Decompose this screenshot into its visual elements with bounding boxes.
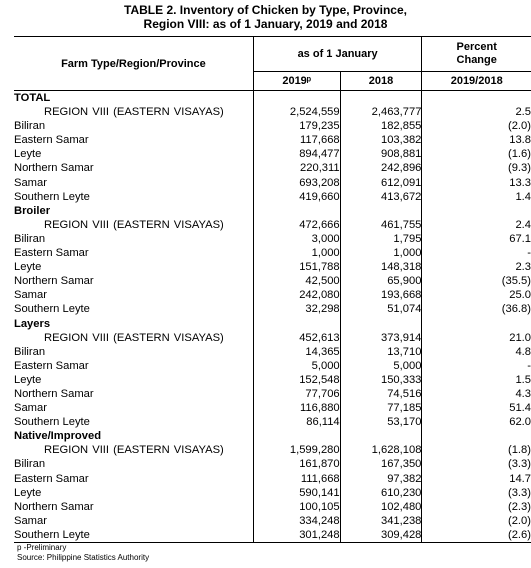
percent-change: (2.6)	[422, 528, 531, 543]
value-2019: 152,548	[253, 373, 340, 387]
empty-cell	[253, 429, 340, 443]
table-row	[14, 415, 531, 429]
value-2018: 148,318	[340, 260, 422, 274]
empty-cell	[253, 317, 340, 331]
header-year-2018: 2018	[340, 72, 422, 91]
percent-change: 67.1	[509, 232, 531, 245]
percent-change: 13.3	[509, 176, 531, 189]
footnote-preliminary: p -Preliminary	[17, 543, 67, 552]
value-2018: 51,074	[340, 302, 422, 316]
empty-cell	[340, 429, 422, 443]
table-row	[14, 331, 531, 345]
value-2018: 309,428	[340, 528, 422, 543]
percent-change: 25.0	[509, 289, 531, 302]
table-row	[14, 387, 531, 401]
table-row	[14, 232, 531, 246]
value-2018: 53,170	[340, 415, 422, 429]
group-label: Layers	[14, 317, 253, 331]
percent-change: 4.3	[515, 387, 531, 400]
value-2018: 610,230	[340, 486, 422, 500]
value-2019: 179,235	[253, 119, 340, 133]
table-row	[14, 119, 531, 133]
table-row	[14, 486, 531, 500]
value-2019: 111,668	[253, 472, 340, 486]
value-2019: 693,208	[253, 176, 340, 190]
row-label: Samar	[14, 401, 253, 415]
empty-cell	[340, 91, 422, 106]
value-2018: 413,672	[340, 190, 422, 204]
value-2018: 908,881	[340, 147, 422, 161]
value-2019: 151,788	[253, 260, 340, 274]
row-label: Southern Leyte	[14, 528, 253, 543]
value-2018: 193,668	[340, 288, 422, 302]
value-2018: 103,382	[340, 133, 422, 147]
percent-change: (1.6)	[507, 148, 531, 161]
value-2019: 32,298	[253, 302, 340, 316]
table-row	[14, 359, 531, 373]
value-2018: 1,628,108	[340, 443, 422, 457]
group-row	[14, 204, 531, 218]
percent-change: (3.3)	[507, 458, 531, 471]
value-2019: 301,248	[253, 528, 340, 543]
value-2018: 1,000	[340, 246, 422, 260]
header-percent-line: Percent	[456, 41, 497, 53]
row-label: Eastern Samar	[14, 359, 253, 373]
value-2019: 894,477	[253, 147, 340, 161]
row-label: Eastern Samar	[14, 133, 253, 147]
percent-change: (3.3)	[507, 486, 531, 499]
header-as-of: as of 1 January	[253, 37, 422, 72]
row-label: Southern Leyte	[14, 415, 253, 429]
value-2019: 116,880	[253, 401, 340, 415]
percent-change: (2.0)	[507, 120, 531, 133]
table-title	[0, 3, 531, 31]
row-label: Southern Leyte	[14, 302, 253, 316]
table-row	[14, 373, 531, 387]
value-2019: 472,666	[253, 218, 340, 232]
header-percent-change	[422, 37, 531, 72]
row-label: REGION VIII (EASTERN VISAYAS)	[14, 443, 253, 457]
inventory-table	[14, 36, 531, 543]
percent-change: 2.3	[515, 261, 531, 274]
row-label: Leyte	[14, 147, 253, 161]
table-row	[14, 514, 531, 528]
table-row	[14, 274, 531, 288]
group-label: Broiler	[14, 204, 253, 218]
title-line-1: TABLE 2. Inventory of Chicken by Type, Province,	[124, 3, 407, 17]
value-2018: 5,000	[340, 359, 422, 373]
table-row	[14, 500, 531, 514]
value-2019: 5,000	[253, 359, 340, 373]
row-label: Biliran	[14, 457, 253, 471]
value-2019: 3,000	[253, 232, 340, 246]
value-2018: 2,463,777	[340, 105, 422, 119]
row-label: Samar	[14, 176, 253, 190]
value-2018: 97,382	[340, 472, 422, 486]
percent-change: 51.4	[509, 402, 531, 415]
group-row	[14, 91, 531, 106]
empty-cell	[422, 204, 531, 218]
header-row-1	[14, 37, 531, 72]
percent-change: -	[527, 359, 531, 372]
value-2019: 1,000	[253, 246, 340, 260]
percent-change: 13.8	[509, 134, 531, 147]
percent-change: 21.0	[509, 331, 531, 344]
value-2018: 65,900	[340, 274, 422, 288]
value-2018: 341,238	[340, 514, 422, 528]
row-label: Biliran	[14, 232, 253, 246]
empty-cell	[422, 91, 531, 106]
percent-change: (2.0)	[507, 514, 531, 527]
value-2018: 242,896	[340, 161, 422, 175]
value-2018: 102,480	[340, 500, 422, 514]
row-label: Northern Samar	[14, 387, 253, 401]
row-label: Eastern Samar	[14, 246, 253, 260]
value-2018: 77,185	[340, 401, 422, 415]
value-2019: 100,105	[253, 500, 340, 514]
value-2018: 612,091	[340, 176, 422, 190]
header-change-line: Change	[456, 54, 497, 66]
row-label: Samar	[14, 514, 253, 528]
row-label: Biliran	[14, 345, 253, 359]
percent-change: (35.5)	[501, 275, 531, 288]
percent-change: 2.5	[515, 106, 531, 119]
value-2018: 1,795	[340, 232, 422, 246]
percent-change: (2.3)	[507, 500, 531, 513]
empty-cell	[253, 91, 340, 106]
row-label: Northern Samar	[14, 161, 253, 175]
table-row	[14, 528, 531, 543]
group-label: TOTAL	[14, 91, 253, 106]
value-2018: 182,855	[340, 119, 422, 133]
empty-cell	[340, 204, 422, 218]
percent-change: 14.7	[509, 472, 531, 485]
row-label: Biliran	[14, 119, 253, 133]
value-2019: 242,080	[253, 288, 340, 302]
table-row	[14, 105, 531, 119]
table-row	[14, 133, 531, 147]
row-label: Northern Samar	[14, 500, 253, 514]
empty-cell	[422, 429, 531, 443]
title-line-2: Region VIII: as of 1 January, 2019 and 2018	[143, 17, 388, 31]
table-row	[14, 345, 531, 359]
table-row	[14, 246, 531, 260]
percent-change: 1.5	[515, 373, 531, 386]
value-2019: 220,311	[253, 161, 340, 175]
table-row	[14, 218, 531, 232]
value-2019: 452,613	[253, 331, 340, 345]
row-label: Southern Leyte	[14, 190, 253, 204]
table-row	[14, 147, 531, 161]
row-label: REGION VIII (EASTERN VISAYAS)	[14, 218, 253, 232]
percent-change: (36.8)	[501, 303, 531, 316]
header-period: 2019/2018	[422, 72, 531, 91]
group-row	[14, 429, 531, 443]
table-row	[14, 443, 531, 457]
table-row	[14, 176, 531, 190]
table-row	[14, 190, 531, 204]
empty-cell	[340, 317, 422, 331]
value-2019: 419,660	[253, 190, 340, 204]
value-2018: 373,914	[340, 331, 422, 345]
row-label: REGION VIII (EASTERN VISAYAS)	[14, 105, 253, 119]
value-2019: 2,524,559	[253, 105, 340, 119]
percent-change: (9.3)	[507, 162, 531, 175]
value-2018: 167,350	[340, 457, 422, 471]
row-label: Samar	[14, 288, 253, 302]
row-label: Leyte	[14, 373, 253, 387]
percent-change: 2.4	[515, 218, 531, 231]
percent-change: 1.4	[515, 190, 531, 203]
value-2019: 334,248	[253, 514, 340, 528]
table-row	[14, 401, 531, 415]
value-2019: 590,141	[253, 486, 340, 500]
percent-change: -	[527, 247, 531, 260]
percent-change: 62.0	[509, 416, 531, 429]
value-2019: 14,365	[253, 345, 340, 359]
group-row	[14, 317, 531, 331]
source-note: Source: Philippine Statistics Authority	[17, 553, 150, 562]
row-label: Northern Samar	[14, 274, 253, 288]
header-farm-type: Farm Type/Region/Province	[14, 37, 253, 91]
table-footer	[17, 543, 149, 563]
header-year-2019: 2019ᵖ	[253, 72, 340, 91]
table-row	[14, 472, 531, 486]
row-label: Leyte	[14, 486, 253, 500]
value-2018: 461,755	[340, 218, 422, 232]
value-2019: 86,114	[253, 415, 340, 429]
row-label: Leyte	[14, 260, 253, 274]
percent-change: (1.8)	[507, 444, 531, 457]
value-2019: 161,870	[253, 457, 340, 471]
table-body	[14, 91, 531, 543]
value-2019: 117,668	[253, 133, 340, 147]
table-row	[14, 302, 531, 316]
value-2019: 77,706	[253, 387, 340, 401]
table-row	[14, 161, 531, 175]
value-2019: 1,599,280	[253, 443, 340, 457]
row-label: REGION VIII (EASTERN VISAYAS)	[14, 331, 253, 345]
value-2018: 74,516	[340, 387, 422, 401]
percent-change: 4.8	[515, 345, 531, 358]
table-row	[14, 288, 531, 302]
table-row	[14, 457, 531, 471]
row-label: Eastern Samar	[14, 472, 253, 486]
value-2018: 13,710	[340, 345, 422, 359]
table-row	[14, 260, 531, 274]
value-2019: 42,500	[253, 274, 340, 288]
group-label: Native/Improved	[14, 429, 253, 443]
value-2018: 150,333	[340, 373, 422, 387]
empty-cell	[253, 204, 340, 218]
empty-cell	[422, 317, 531, 331]
